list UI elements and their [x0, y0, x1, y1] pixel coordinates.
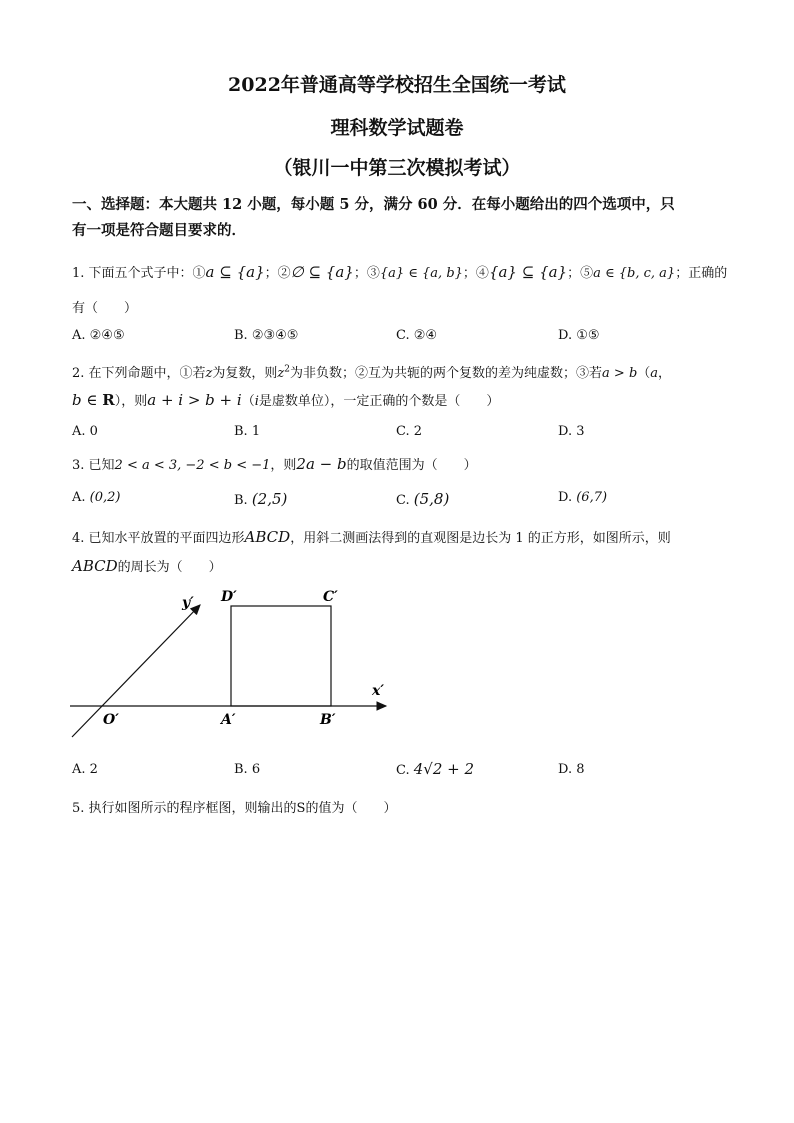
section-instruction-line2: 有一项是符合题目要求的． [72, 222, 246, 239]
q2-option-d[interactable]: D. 3 [558, 424, 585, 439]
label-point-c: C′ [323, 589, 338, 605]
q1-expr-3: {a} ∈ {a, b} [379, 266, 463, 281]
label-x-axis: x′ [372, 683, 385, 699]
q3-option-c[interactable]: C. (5,8) [396, 490, 450, 508]
q2-option-b[interactable]: B. 1 [234, 424, 261, 439]
question-2-line2: b ∈ R），则a + i > b + i（i是虚数单位），一定正确的个数是（ ） [72, 391, 500, 409]
label-point-b: B′ [320, 712, 336, 728]
q1-expr-1: a ⊆ {a} [205, 263, 265, 281]
q1-expr-4: {a} ⊆ {a} [488, 263, 568, 281]
question-1-line1: 1. 下面五个式子中：①a ⊆ {a}；②∅ ⊆ {a}；③{a} ∈ {a, b}；④{a} ⊆ {a}；⑤a ∈ {b, c, a}；正确的 [72, 263, 728, 281]
exam-title: 2022年普通高等学校招生全国统一考试 [228, 74, 566, 96]
question-4-line1: 4. 已知水平放置的平面四边形ABCD，用斜二测画法得到的直观图是边长为 1 的正方形，如图所示，则 [72, 528, 671, 546]
question-5: 5. 执行如图所示的程序框图，则输出的S的值为（ ） [72, 801, 397, 816]
q4-option-b[interactable]: B. 6 [234, 762, 261, 777]
q3-option-a[interactable]: A. (0,2) [72, 490, 121, 505]
q2-option-a[interactable]: A. 0 [72, 424, 98, 439]
exam-subtitle: 理科数学试题卷 [330, 117, 464, 139]
y-axis-line [72, 605, 200, 737]
q1-expr-2: ∅ ⊆ {a} [290, 263, 354, 281]
label-origin: O′ [103, 712, 119, 728]
q2-option-c[interactable]: C. 2 [396, 424, 423, 439]
question-4-line2: ABCD的周长为（ ） [72, 557, 222, 575]
label-y-axis: y′ [182, 595, 194, 611]
square-abcd [231, 606, 331, 706]
label-point-a: A′ [221, 712, 236, 728]
oblique-square-figure [70, 585, 400, 745]
exam-school: （银川一中第三次模拟考试） [273, 157, 521, 179]
label-point-d: D′ [221, 589, 237, 605]
question-1-line2: 有（ ） [72, 301, 138, 316]
question-2-line1: 2. 在下列命题中，①若z为复数，则$z^2$为非负数；②互为共轭的两个复数的差为纯虚数；③若a > b（a， [72, 364, 672, 381]
question-3: 3. 已知2 < a < 3, −2 < b < −1，则2a − b的取值范围为（ ） [72, 455, 477, 473]
q1-option-a[interactable]: A. ②④⑤ [72, 328, 125, 343]
q1-option-b[interactable]: B. ②③④⑤ [234, 328, 299, 343]
q1-option-d[interactable]: D. ①⑤ [558, 328, 600, 343]
q1-option-c[interactable]: C. ②④ [396, 328, 438, 343]
q3-option-d[interactable]: D. (6,7) [558, 490, 608, 505]
section-instruction-line1: 一、选择题：本大题共 12 小题，每小题 5 分，满分 60 分．在每小题给出的四个选项中，只 [72, 196, 675, 213]
q4-option-d[interactable]: D. 8 [558, 762, 585, 777]
q4-option-a[interactable]: A. 2 [72, 762, 98, 777]
q1-expr-5: a ∈ {b, c, a} [593, 266, 676, 281]
q3-option-b[interactable]: B. (2,5) [234, 490, 288, 508]
q4-option-c[interactable]: C. 4√2 + 2 [396, 760, 475, 778]
